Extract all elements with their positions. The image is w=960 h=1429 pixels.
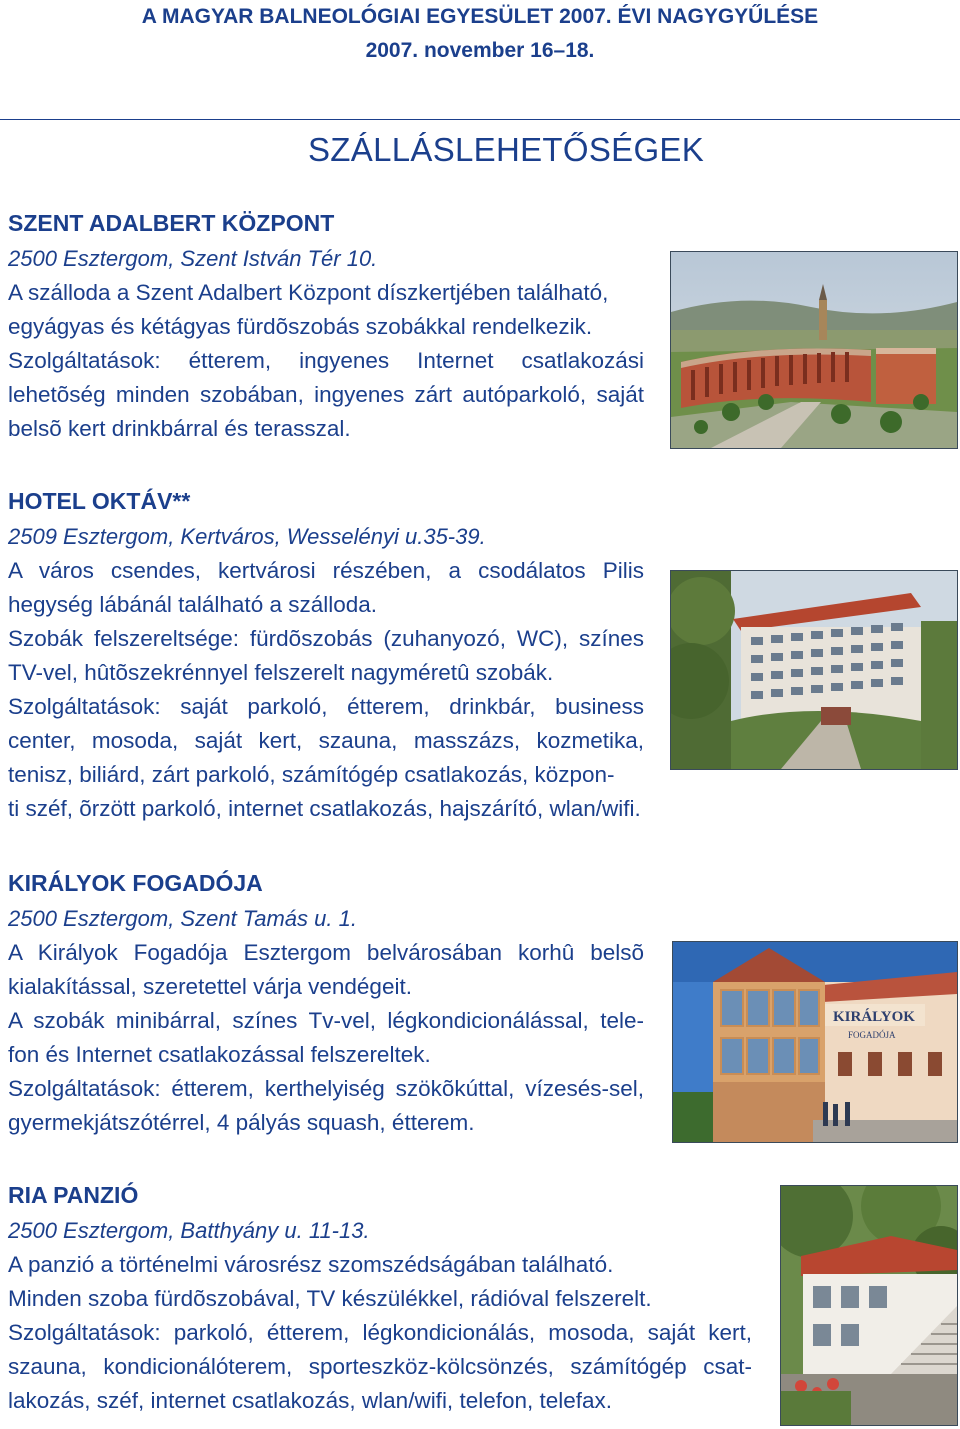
conference-date: 2007. november 16–18. <box>365 39 595 62</box>
hotel-address: 2500 Esztergom, Batthyány u. 11-13. <box>8 1218 370 1243</box>
hotel-description: A szálloda a Szent Adalbert Központ díszkertjében található, <box>8 280 609 305</box>
hotel-services: Szolgáltatások: saját parkoló, étterem, drinkbár, business center, mosoda, saját kert, szauna, masszázs, kozmetika, tenisz, biliárd, zárt parkoló, számítógép csatlakozás, közpon- <box>8 694 644 787</box>
hotel-kiralyok-fogadoja <box>8 868 644 1140</box>
hotel-ria-panzio <box>8 1180 752 1418</box>
hotel-services: Szolgáltatások: parkoló, étterem, légkondicionálás, mosoda, saját kert, szauna, kondicionálóterem, sporteszköz-kölcsönzés, számítógép csat-lakozás, széf, internet csatlakozás, wlan/wifi, telefon, telefax. <box>8 1320 752 1413</box>
hotel-rooms: A szobák minibárral, színes Tv-vel, légkondicionálással, tele-fon és Internet csatlakozással felszereltek. <box>8 1008 644 1067</box>
hotel-name: SZENT ADALBERT KÖZPONT <box>8 210 335 236</box>
photo-szent-adalbert <box>670 251 958 449</box>
hotel-rooms: Minden szoba fürdõszobával, TV készülékkel, rádióval felszerelt. <box>8 1286 652 1311</box>
conference-title: A MAGYAR BALNEOLÓGIAI EGYESÜLET 2007. ÉVI NAGYGYŰLÉSE <box>141 5 819 28</box>
hotel-description: A város csendes, kertvárosi részében, a csodálatos Pilis hegység lábánál található a szálloda. <box>8 558 644 617</box>
hotel-description: A Királyok Fogadója Esztergom belvárosában korhû belsõ kialakítással, szeretettel várja vendégeit. <box>8 940 644 999</box>
hotel-name: KIRÁLYOK FOGADÓJA <box>8 870 263 896</box>
hotel-services: Szolgáltatások: étterem, kerthelyiség szökõkúttal, vízesés-sel, gyermekjátszótérrel, 4 pályás squash, étterem. <box>8 1076 644 1135</box>
hotel-address: 2500 Esztergom, Szent István Tér 10. <box>8 246 378 271</box>
hotel-oktav <box>8 486 644 826</box>
header-divider <box>0 119 960 120</box>
hotel-szent-adalbert <box>8 208 644 446</box>
hotel-services: Szolgáltatások: étterem, ingyenes Internet csatlakozási lehetõség minden szobában, ingyenes zárt autóparkoló, saját belsõ kert drinkbárral és terasszal. <box>8 348 644 441</box>
hotel-name: RIA PANZIÓ <box>8 1182 139 1208</box>
hotel-name: HOTEL OKTÁV** <box>8 488 191 514</box>
sign-text: KIRÁLYOK <box>833 1009 915 1025</box>
photo-kiralyok-fogadoja <box>672 941 958 1143</box>
hotel-address: 2500 Esztergom, Szent Tamás u. 1. <box>8 906 357 931</box>
hotel-rooms: Szobák felszereltsége: fürdõszobás (zuhanyozó, WC), színes TV-vel, hûtõszekrénnyel felszerelt nagyméretû szobák. <box>8 626 644 685</box>
hotel-services-cont: ti széf, õrzött parkoló, internet csatlakozás, hajszárító, wlan/wifi. <box>8 796 641 821</box>
sign-subtext: FOGADÓJA <box>848 1030 896 1040</box>
photo-hotel-oktav <box>670 570 958 770</box>
hotel-address: 2509 Esztergom, Kertváros, Wesselényi u.35-39. <box>8 524 486 549</box>
hotel-description: egyágyas és kétágyas fürdõszobás szobákkal rendelkezik. <box>8 314 593 339</box>
hotel-description: A panzió a történelmi városrész szomszédságában található. <box>8 1252 614 1277</box>
section-title: SZÁLLÁSLEHETŐSÉGEK <box>308 131 705 168</box>
photo-ria-panzio <box>780 1185 958 1426</box>
